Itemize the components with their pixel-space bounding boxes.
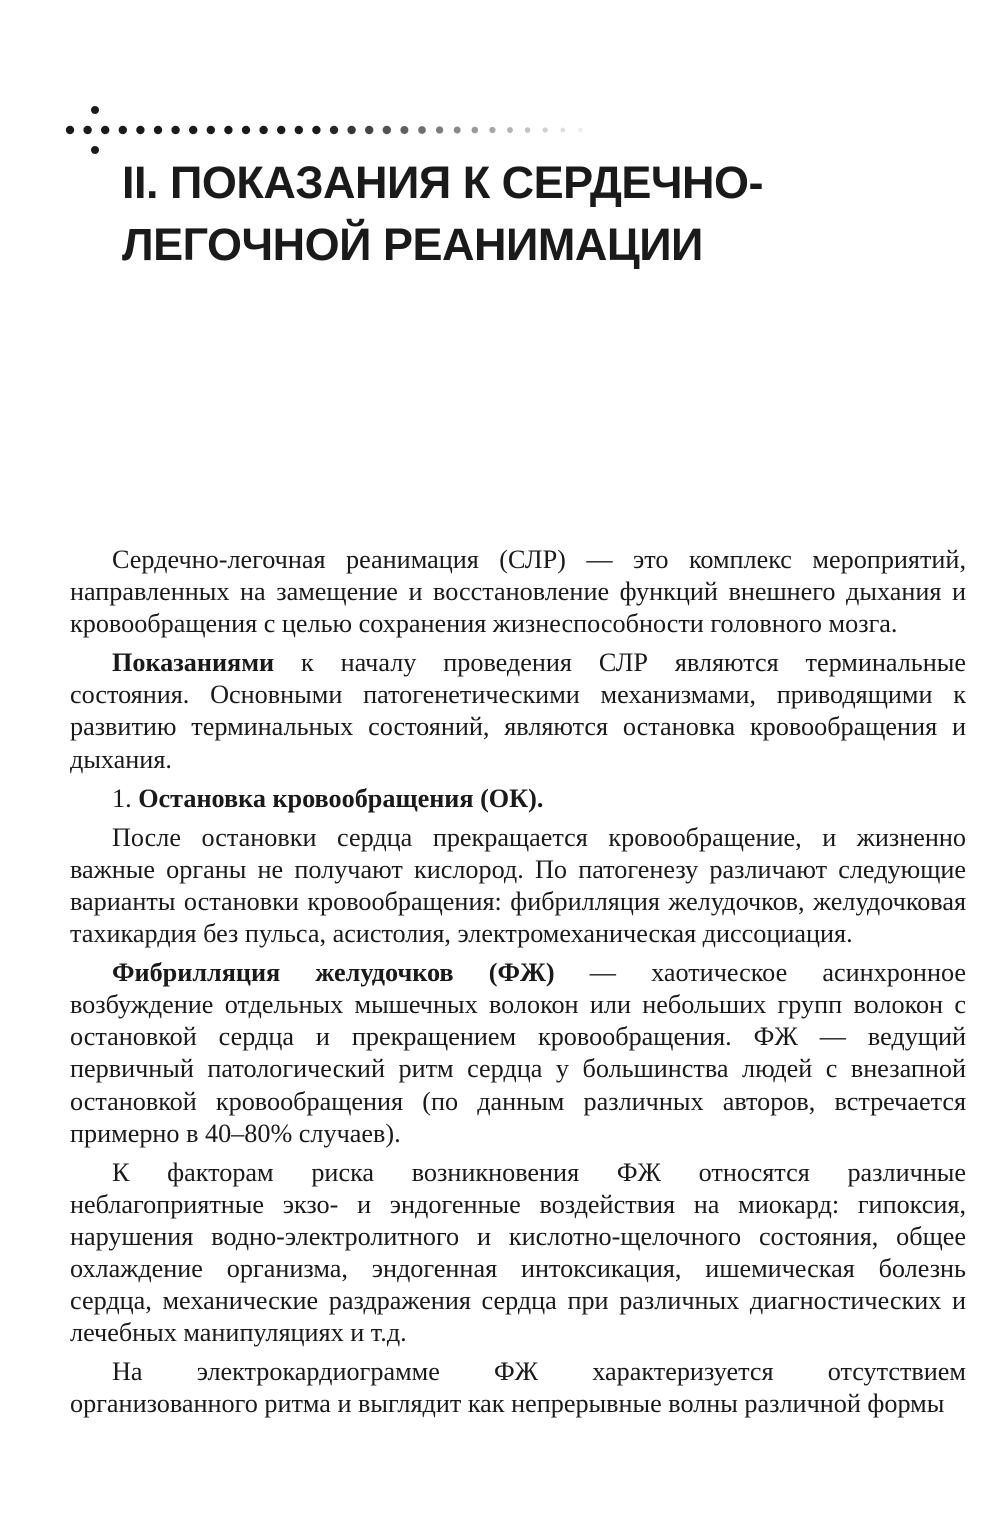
- ornament-dot: [136, 126, 144, 134]
- ornament-dot: [525, 127, 531, 133]
- ornament-dot: [312, 126, 320, 134]
- paragraph-1: Сердечно-легочная реанимация (СЛР) — это комплекс мероприятий, направленных на замещение и восстановление функций внешнего дыхания и кровообращения с целью сохранения жизнеспособности головного мозга.: [70, 545, 966, 639]
- ornament-dot: [259, 126, 267, 134]
- ornament-dot: [242, 126, 250, 134]
- ornament-dot: [119, 126, 127, 134]
- paragraph-2: Показаниями к началу проведения СЛР являются терминальные состояния. Основными патогенетическими механизмами, приводящими к развитию терминальных состояний, являются остановка кровообращения и дыхания.: [70, 648, 966, 774]
- ornament-dot: [171, 126, 179, 134]
- paragraph-3: После остановки сердца прекращается кровообращение, и жизненно важные органы не получают кислород. По патогенезу различают следующие варианты остановки кровообращения: фибрилляция желудочков, желудочковая тахикардия без пульса, асистолия, электромеханическая диссоциация.: [70, 822, 966, 949]
- ornament-dot: [154, 126, 162, 134]
- chapter-title: [122, 152, 763, 276]
- paragraph-5: К факторам риска возникновения ФЖ относятся различные неблагоприятные экзо- и эндогенные воздействия на миокард: гипоксия, нарушения водно-электролитного и кислотно-щелочного состояния, общее охлаждение организма, эндогенная интоксикация, ишемическая болезнь сердца, механические раздражения сердца при различных диагностических и лечебных манипуляциях и т.д.: [70, 1157, 966, 1348]
- ornament-dot: [330, 126, 338, 134]
- ornament-dot: [224, 126, 232, 134]
- chapter-title-line-1: II. ПОКАЗАНИЯ К СЕРДЕЧНО-: [122, 157, 764, 208]
- ornament-dot: [489, 127, 495, 133]
- paragraph-4: Фибрилляция желудочков (ФЖ) — хаотическое асинхронное возбуждение отдельных мышечных волокон или небольших групп волокон с остановкой сердца и прекращением кровообращения. ФЖ — ведущий первичный патологический ритм сердца у большинства людей с внезапной остановкой кровообращения (по данным различных авторов, встречается примерно в 40–80% случаев).: [70, 958, 966, 1148]
- ornament-dot: [436, 126, 443, 133]
- ornament-dot: [347, 126, 355, 134]
- ornament-dot: [365, 126, 373, 134]
- ornament-dot: [507, 127, 513, 133]
- ornament-dot: [543, 127, 548, 132]
- chapter-title-line-2: ЛЕГОЧНОЙ РЕАНИМАЦИИ: [122, 219, 703, 270]
- ornament-dot: [472, 127, 479, 134]
- ornament-dot: [400, 126, 408, 134]
- section-heading-cardiac-arrest: 1. Остановка кровообращения (ОК).: [112, 783, 544, 813]
- ornament-dot: [578, 128, 582, 132]
- ornament-dot: [189, 126, 197, 134]
- ornament-dot: [383, 126, 391, 134]
- ornament-dot: [101, 126, 109, 134]
- ornament-dot: [83, 126, 91, 134]
- ornament-dot: [418, 126, 426, 134]
- ornament-dot: [207, 126, 215, 134]
- body-text: [70, 544, 966, 1420]
- ornament-dot: [454, 127, 461, 134]
- ornament-dot: [66, 126, 74, 134]
- paragraph-6: На электрокардиограмме ФЖ характеризуется отсутствием организованного ритма и выглядит как непрерывные волны различной формы: [70, 1357, 966, 1419]
- decorative-dots-ornament: [62, 100, 622, 160]
- ornament-dot: [277, 126, 285, 134]
- ornament-dot: [295, 126, 303, 134]
- ornament-dot: [560, 128, 565, 133]
